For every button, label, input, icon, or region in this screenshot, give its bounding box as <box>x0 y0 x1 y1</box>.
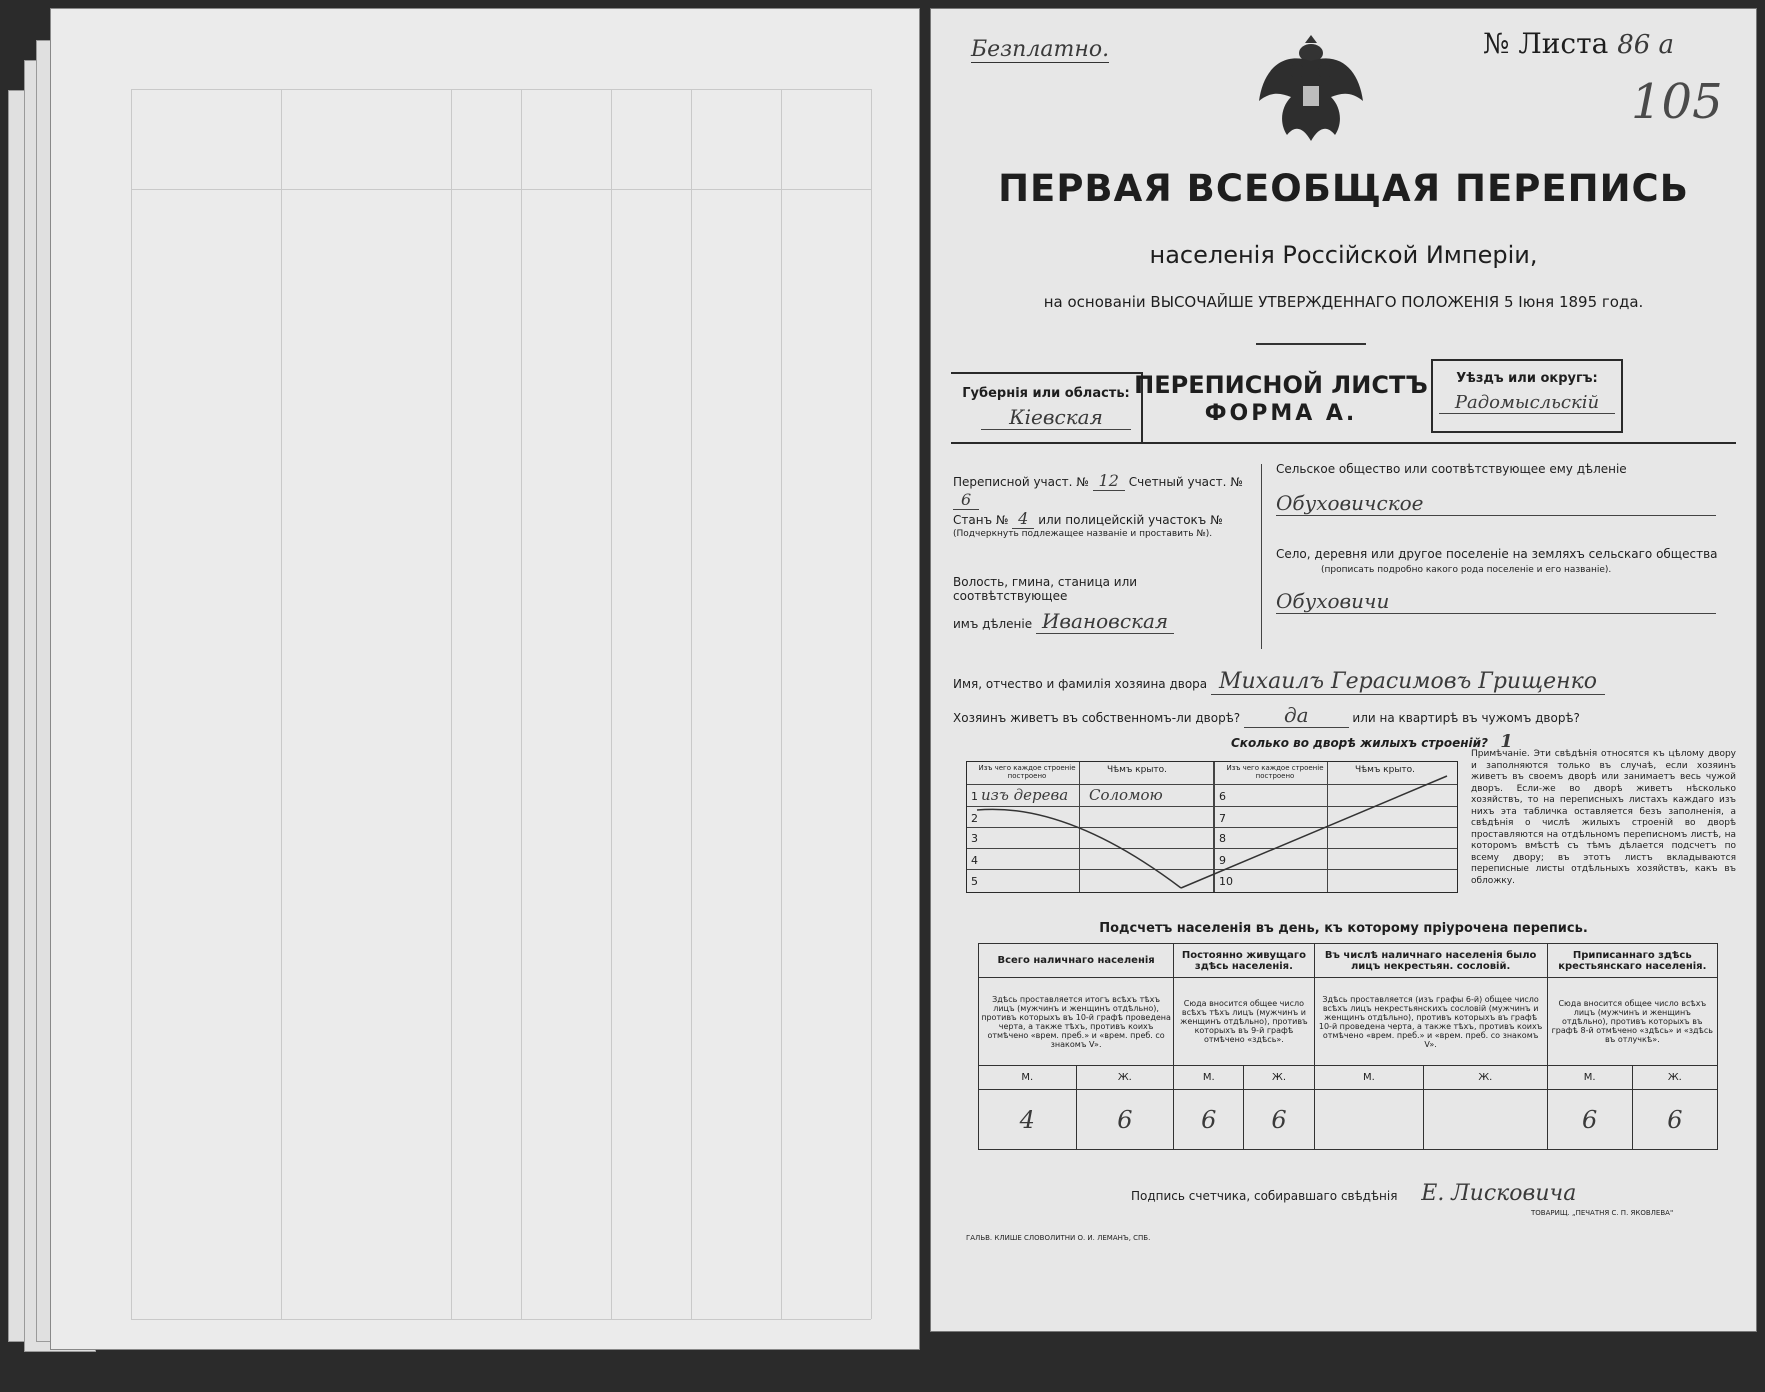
buildings-table <box>966 761 1458 893</box>
bldg-row-5: 5 <box>971 875 978 888</box>
cross-out-strokes <box>967 762 1457 892</box>
col1-m: М. <box>979 1066 1077 1090</box>
buildings-label: Сколько во дворѣ жилыхъ строеній? <box>1231 736 1489 750</box>
bldg-head-material: Изъ чего каждое строеніе построено <box>978 764 1076 780</box>
sheet-label: № Листа <box>1483 27 1609 60</box>
volost-label: Волость, гмина, станица или соотвѣтствующее <box>953 575 1138 603</box>
obshchestvo-value: Обуховичское <box>1276 491 1716 516</box>
uezd-value: Радомысльскій <box>1439 392 1615 414</box>
col3-desc: Здѣсь проставляется (изъ графы 6-й) общее число всѣхъ лицъ некрестьянскихъ сословій (мужчинъ и женщинъ отдѣльно), противъ которыхъ въ графѣ 10-й проведена черта, а также тѣхъ, противъ коихъ отмѣчено «врем. преб.» и «врем. преб. со знакомъ V». <box>1314 978 1547 1066</box>
uchastok-label: Переписной участ. № <box>953 475 1089 489</box>
form-title-block <box>1131 371 1431 426</box>
col2-m: М. <box>1174 1066 1244 1090</box>
col3-m: М. <box>1314 1066 1423 1090</box>
col4-zh: Ж. <box>1632 1066 1717 1090</box>
yard-row <box>953 703 1743 727</box>
count-cell: 4 <box>979 1090 1077 1150</box>
buildings-note: Примѣчаніе. Эти свѣдѣнія относятся къ цѣлому двору и заполняются только въ случаѣ, если хозяинъ живетъ въ своемъ дворѣ или занимаетъ весь чужой дворъ. Если-же во дворѣ живетъ нѣсколько хозяйствъ, то на переписныхъ листахъ каждаго изъ нихъ эта табличка оставляется безъ заполненія, а свѣдѣнія о числѣ жилыхъ строеній во дворѣ проставляются на отдѣльномъ переписномъ листѣ, на которомъ вмѣстѣ съ тѣмъ дѣлается подсчетъ по всему двору; въ этотъ листъ вкладываются переписные листы отдѣльныхъ хозяйствъ, какъ въ обложку. <box>1471 749 1736 886</box>
obshchestvo-label: Сельское общество или соотвѣтствующее ему дѣленіе <box>1276 462 1627 476</box>
selo-note: (прописать подробно какого рода поселеніе и его названіе). <box>1321 565 1612 575</box>
archive-number: 105 <box>1631 74 1723 130</box>
guberniya-box <box>951 372 1143 444</box>
count-cell <box>1314 1090 1423 1150</box>
free-of-charge-label: Безплатно. <box>971 37 1110 62</box>
col4-m: М. <box>1547 1066 1632 1090</box>
selo-value: Обуховичи <box>1276 589 1716 614</box>
bldg-row-3: 3 <box>971 832 978 845</box>
volost-row <box>953 609 1243 633</box>
guberniya-label: Губернія или область: <box>962 386 1130 401</box>
bldg-row-2: 2 <box>971 812 978 825</box>
sheet-number-label <box>1483 27 1674 60</box>
form-title: ПЕРЕПИСНОЙ ЛИСТЪ <box>1134 371 1428 399</box>
col4-head: Приписаннаго здѣсь крестьянскаго населенія. <box>1547 944 1717 978</box>
col1-zh: Ж. <box>1076 1066 1174 1090</box>
stan-note: (Подчеркнуть подлежащее названіе и проставить №). <box>953 529 1213 539</box>
bldg-row1-roof: Соломою <box>1089 786 1163 804</box>
other-yard-label: или на квартирѣ въ чужомъ дворѣ? <box>1352 711 1580 725</box>
schetny-value: 6 <box>953 490 979 510</box>
bldg-row-10: 10 <box>1219 875 1233 888</box>
count-cell: 6 <box>1076 1090 1174 1150</box>
bldg-row-8: 8 <box>1219 832 1226 845</box>
col2-zh: Ж. <box>1244 1066 1314 1090</box>
owner-value: Михаилъ Герасимовъ Грищенко <box>1211 669 1605 695</box>
page-subtitle: населенія Россійской Имперіи, <box>1149 241 1538 269</box>
census-form-page <box>930 8 1757 1332</box>
volost-label-2: имъ дѣленіе <box>953 617 1033 631</box>
population-count-table <box>978 943 1718 1150</box>
buildings-value: 1 <box>1500 731 1513 752</box>
count-title: Подсчетъ населенія въ день, къ которому пріурочена перепись. <box>1099 921 1588 936</box>
bldg-head-roof: Чѣмъ крыто. <box>1106 765 1168 775</box>
ornament-divider <box>1256 343 1366 345</box>
basis-text: на основаніи ВЫСОЧАЙШЕ УТВЕРЖДЕННАГО ПОЛОЖЕНІЯ 5 Іюня 1895 года. <box>1043 293 1644 311</box>
owner-label: Имя, отчество и фамилія хозяина двора <box>953 677 1208 691</box>
count-cell: 6 <box>1244 1090 1314 1150</box>
schetny-label: Счетный участ. № <box>1128 475 1243 489</box>
bldg-head-roof-2: Чѣмъ крыто. <box>1354 765 1416 775</box>
col4-desc: Сюда вносится общее число всѣхъ лицъ (мужчинъ и женщинъ отдѣльно), противъ которыхъ въ графѣ 8-й отмѣчено «здѣсь» и «здѣсь въ отлучкѣ». <box>1547 978 1717 1066</box>
uezd-box <box>1431 359 1623 433</box>
printer-right: ТОВАРИЩ. „ПЕЧАТНЯ С. П. ЯКОВЛЕВА" <box>1531 1209 1674 1217</box>
col2-head: Постоянно живущаго здѣсь населенія. <box>1174 944 1314 978</box>
count-cell: 6 <box>1547 1090 1632 1150</box>
col3-zh: Ж. <box>1424 1066 1547 1090</box>
col2-desc: Сюда вносится общее число всѣхъ тѣхъ лицъ (мужчинъ и женщинъ отдѣльно), противъ которыхъ въ 9-й графѣ отмѣчено «здѣсь». <box>1174 978 1314 1066</box>
bldg-row1-material: изъ дерева <box>981 786 1069 804</box>
stan-row <box>953 509 1243 528</box>
bldg-row-1: 1 <box>971 790 978 803</box>
form-sub: ФОРМА А. <box>1204 401 1358 426</box>
col3-head: Въ числѣ наличнаго населенія было лицъ некрестьян. сословій. <box>1314 944 1547 978</box>
sign-label: Подпись счетчика, собиравшаго свѣдѣнія <box>1131 1189 1398 1203</box>
sign-value: Е. Лисковича <box>1421 1181 1577 1206</box>
own-yard-value: да <box>1244 703 1349 728</box>
bldg-row-6: 6 <box>1219 790 1226 803</box>
selo-label: Село, деревня или другое поселеніе на земляхъ сельскаго общества <box>1276 547 1718 561</box>
volost-value: Ивановская <box>1036 609 1174 634</box>
sheet-number: 86 а <box>1617 30 1675 60</box>
bldg-row-7: 7 <box>1219 812 1226 825</box>
stan-police-label: или полицейскій участокъ № <box>1038 513 1223 527</box>
col1-head: Всего наличнаго населенія <box>979 944 1174 978</box>
uchastok-row <box>953 471 1243 509</box>
left-page <box>50 8 920 1350</box>
col1-desc: Здѣсь проставляется итогъ всѣхъ тѣхъ лицъ (мужчинъ и женщинъ отдѣльно), противъ которыхъ въ 10-й графѣ проведена черта, а также тѣхъ, противъ коихъ отмѣчено «врем. преб.» и «врем. преб. со знакомъ V». <box>979 978 1174 1066</box>
count-cell <box>1424 1090 1547 1150</box>
own-yard-label: Хозяинъ живетъ въ собственномъ-ли дворѣ? <box>953 711 1241 725</box>
imperial-eagle-emblem <box>1251 31 1371 151</box>
stan-label: Станъ № <box>953 513 1009 527</box>
page-title: ПЕРВАЯ ВСЕОБЩАЯ ПЕРЕПИСЬ <box>998 167 1689 210</box>
printer-left: ГАЛЬВ. КЛИШЕ СЛОВОЛИТНИ О. И. ЛЕМАНЪ, СПБ. <box>966 1234 1151 1242</box>
count-cell: 6 <box>1632 1090 1717 1150</box>
uchastok-value: 12 <box>1093 471 1125 491</box>
count-cell: 6 <box>1174 1090 1244 1150</box>
uezd-label: Уѣздъ или округъ: <box>1456 371 1598 386</box>
bldg-row-4: 4 <box>971 854 978 867</box>
stan-value: 4 <box>1012 509 1034 529</box>
bldg-head-material-2: Изъ чего каждое строеніе построено <box>1226 764 1324 780</box>
owner-row <box>953 669 1743 694</box>
bldg-row-9: 9 <box>1219 854 1226 867</box>
guberniya-value: Кіевская <box>981 405 1131 430</box>
signature-row <box>1131 1181 1731 1206</box>
